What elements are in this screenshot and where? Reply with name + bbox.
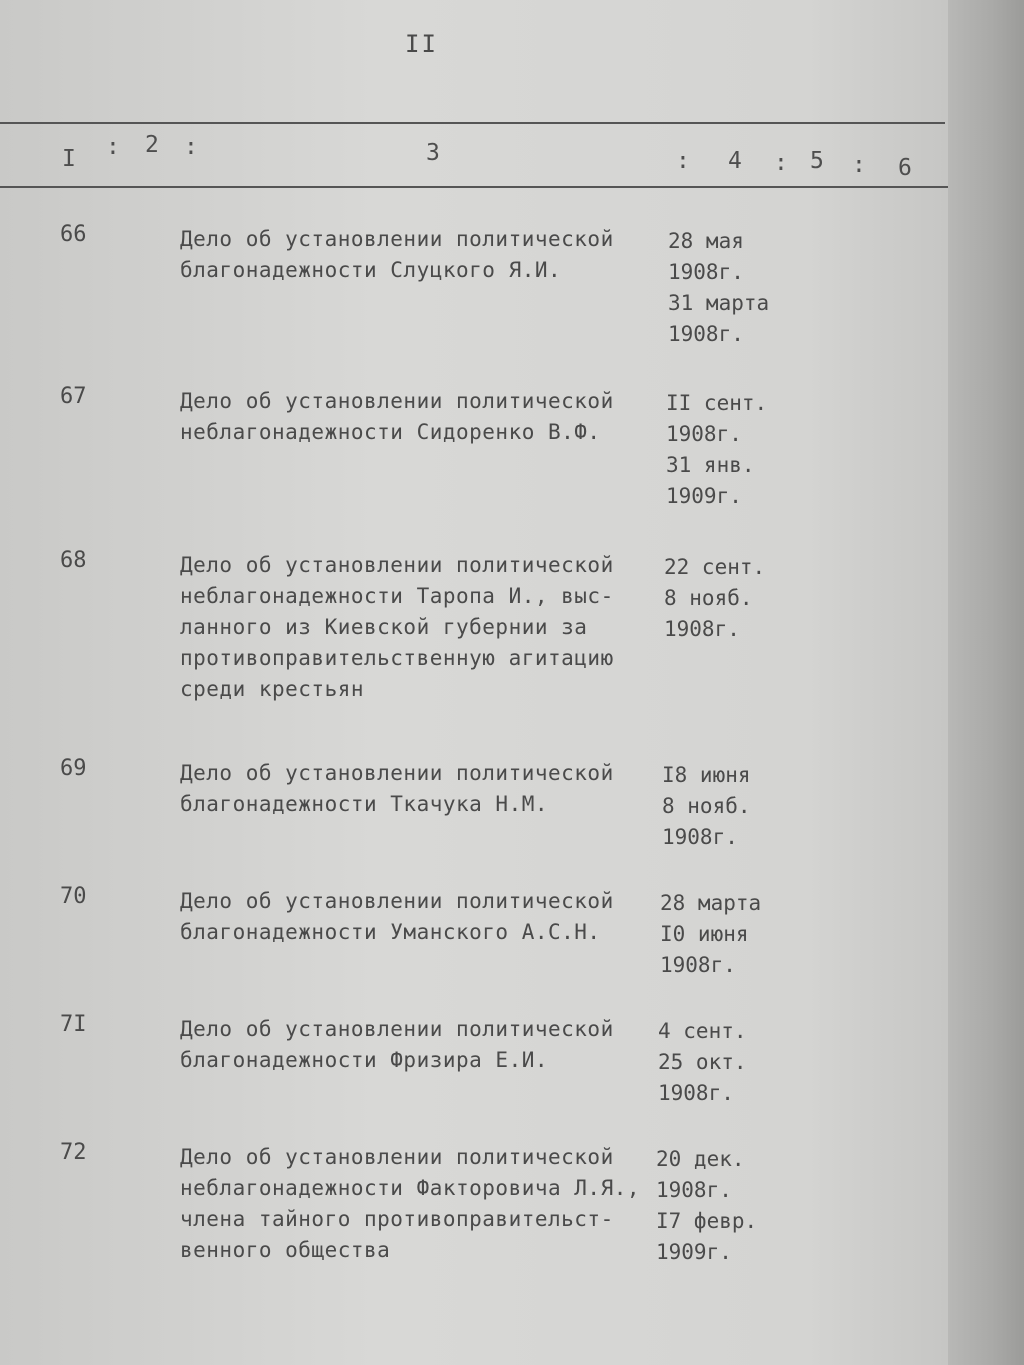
column-header-4: 4 — [728, 148, 742, 174]
description-line: Дело об установлении политической — [180, 553, 614, 577]
date-line: 1908г. — [660, 953, 736, 977]
description-line: Дело об установлении политической — [180, 761, 614, 785]
date-line: 22 сент. — [664, 555, 766, 579]
page-edge-background — [948, 0, 1024, 1365]
entry-description — [180, 386, 650, 448]
date-line: 8 нояб. — [664, 586, 753, 610]
entry-dates — [666, 388, 796, 512]
entry-number: 68 — [60, 548, 87, 573]
column-separator: : — [184, 134, 198, 160]
entry-description — [180, 886, 650, 948]
entry-number: 67 — [60, 384, 87, 409]
date-line: 1908г. — [668, 260, 744, 284]
entry-dates — [658, 1016, 788, 1109]
column-header-3: 3 — [426, 140, 440, 166]
date-line: 4 сент. — [658, 1019, 747, 1043]
entry-dates — [660, 888, 790, 981]
column-header-1: I — [62, 146, 76, 172]
description-line: Дело об установлении политической — [180, 889, 614, 913]
entry-number: 66 — [60, 222, 87, 247]
date-line: 1908г. — [658, 1081, 734, 1105]
column-separator: : — [852, 152, 866, 178]
description-line: неблагонадежности Факторовича Л.Я., — [180, 1176, 641, 1200]
date-line: 1908г. — [664, 617, 740, 641]
table-header-top-rule — [0, 122, 945, 124]
date-line: I8 июня — [662, 763, 751, 787]
date-line: 31 янв. — [666, 453, 755, 477]
description-line: неблагонадежности Сидоренко В.Ф. — [180, 420, 601, 444]
description-line: благонадежности Уманского А.С.Н. — [180, 920, 601, 944]
description-line: среди крестьян — [180, 677, 365, 701]
date-line: 25 окт. — [658, 1050, 747, 1074]
entry-description — [180, 224, 650, 286]
column-separator: : — [106, 134, 120, 160]
page-number: II — [405, 30, 438, 58]
column-header-6: 6 — [898, 155, 912, 181]
column-header-5: 5 — [810, 148, 824, 174]
date-line: 1908г. — [656, 1178, 732, 1202]
column-separator: : — [774, 150, 788, 176]
date-line: 28 мая — [668, 229, 744, 253]
date-line: 8 нояб. — [662, 794, 751, 818]
entry-number: 69 — [60, 756, 87, 781]
entry-description — [180, 1142, 650, 1266]
description-line: неблагонадежности Таропа И., выс- — [180, 584, 614, 608]
description-line: Дело об установлении политической — [180, 1017, 614, 1041]
description-line: благонадежности Слуцкого Я.И. — [180, 258, 562, 282]
description-line: Дело об установлении политической — [180, 1145, 614, 1169]
date-line: II сент. — [666, 391, 768, 415]
date-line: 1908г. — [668, 322, 744, 346]
entry-dates — [668, 226, 798, 350]
column-header-2: 2 — [145, 132, 159, 158]
entry-dates — [656, 1144, 786, 1268]
entry-description — [180, 1014, 650, 1076]
date-line: 1908г. — [666, 422, 742, 446]
entry-description — [180, 550, 650, 705]
date-line: 28 марта — [660, 891, 762, 915]
date-line: 20 дек. — [656, 1147, 745, 1171]
date-line: 31 марта — [668, 291, 770, 315]
description-line: благонадежности Фризира Е.И. — [180, 1048, 549, 1072]
entry-number: 70 — [60, 884, 87, 909]
date-line: 1909г. — [656, 1240, 732, 1264]
description-line: Дело об установлении политической — [180, 227, 614, 251]
description-line: Дело об установлении политической — [180, 389, 614, 413]
entry-dates — [662, 760, 792, 853]
date-line: I0 июня — [660, 922, 749, 946]
entry-number: 72 — [60, 1140, 87, 1165]
description-line: ланного из Киевской губернии за — [180, 615, 588, 639]
entry-number: 7I — [60, 1012, 87, 1037]
description-line: члена тайного противоправительст- — [180, 1207, 614, 1231]
date-line: 1908г. — [662, 825, 738, 849]
entry-dates — [664, 552, 794, 645]
description-line: благонадежности Ткачука Н.М. — [180, 792, 549, 816]
date-line: 1909г. — [666, 484, 742, 508]
description-line: противоправительственную агитацию — [180, 646, 614, 670]
table-header-bottom-rule — [0, 186, 948, 188]
date-line: I7 февр. — [656, 1209, 758, 1233]
description-line: венного общества — [180, 1238, 391, 1262]
column-separator: : — [676, 148, 690, 174]
entry-description — [180, 758, 650, 820]
